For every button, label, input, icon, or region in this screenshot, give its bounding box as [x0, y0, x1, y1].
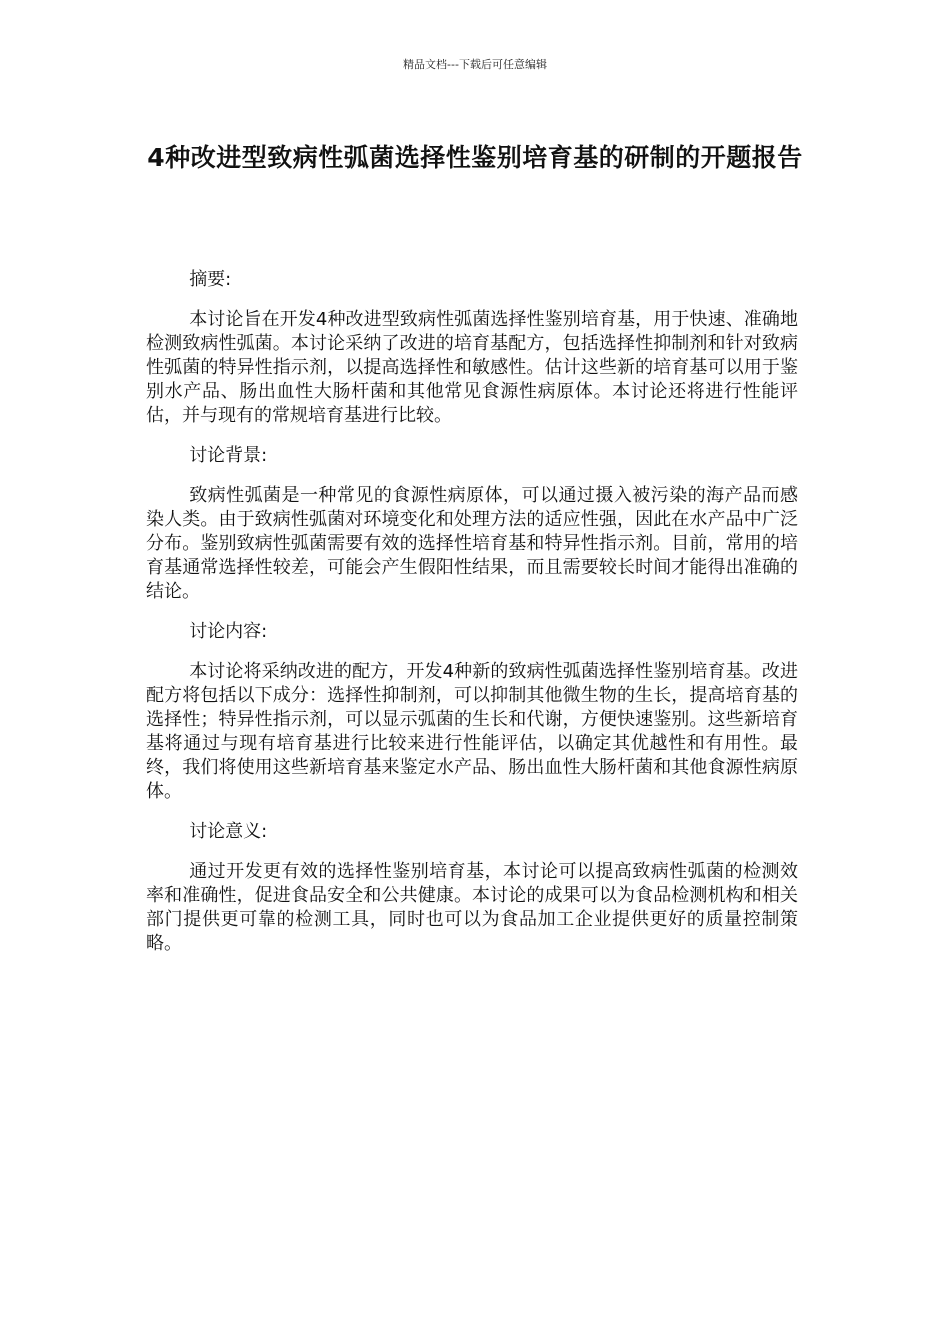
abstract-paragraph: 本讨论旨在开发4种改进型致病性弧菌选择性鉴别培育基，用于快速、准确地检测致病性弧菌。本讨论采纳了改进的培育基配方，包括选择性抑制剂和针对致病性弧菌的特异性指示剂，以提高选择性和敏感性。估计这些新的培育基可以用于鉴别水产品、肠出血性大肠杆菌和其他常见食源性病原体。本讨论还将进行性能评估，并与现有的常规培育基进行比较。: [146, 309, 798, 426]
background-heading: 讨论背景:: [189, 445, 268, 466]
abstract-heading: 摘要:: [189, 269, 232, 290]
content-heading: 讨论内容:: [189, 621, 268, 642]
content-paragraph: 本讨论将采纳改进的配方，开发4种新的致病性弧菌选择性鉴别培育基。改进配方将包括以下成分：选择性抑制剂，可以抑制其他微生物的生长，提高培育基的选择性；特异性指示剂，可以显示弧菌的生长和代谢，方便快速鉴别。这些新培育基将通过与现有培育基进行比较来进行性能评估，以确定其优越性和有用性。最终，我们将使用这些新培育基来鉴定水产品、肠出血性大肠杆菌和其他食源性病原体。: [146, 661, 798, 802]
document-title: 4种改进型致病性弧菌选择性鉴别培育基的研制的开题报告: [147, 143, 803, 172]
significance-heading: 讨论意义:: [189, 821, 268, 842]
significance-paragraph: 通过开发更有效的选择性鉴别培育基，本讨论可以提高致病性弧菌的检测效率和准确性，促进食品安全和公共健康。本讨论的成果可以为食品检测机构和相关部门提供更可靠的检测工具，同时也可以为食品加工企业提供更好的质量控制策略。: [146, 861, 798, 954]
document-body: [146, 268, 798, 972]
page-header-watermark: 精品文档---下载后可任意编辑: [403, 58, 547, 71]
background-paragraph: 致病性弧菌是一种常见的食源性病原体，可以通过摄入被污染的海产品而感染人类。由于致病性弧菌对环境变化和处理方法的适应性强，因此在水产品中广泛分布。鉴别致病性弧菌需要有效的选择性培育基和特异性指示剂。目前，常用的培育基通常选择性较差，可能会产生假阳性结果，而且需要较长时间才能得出准确的结论。: [146, 485, 798, 602]
